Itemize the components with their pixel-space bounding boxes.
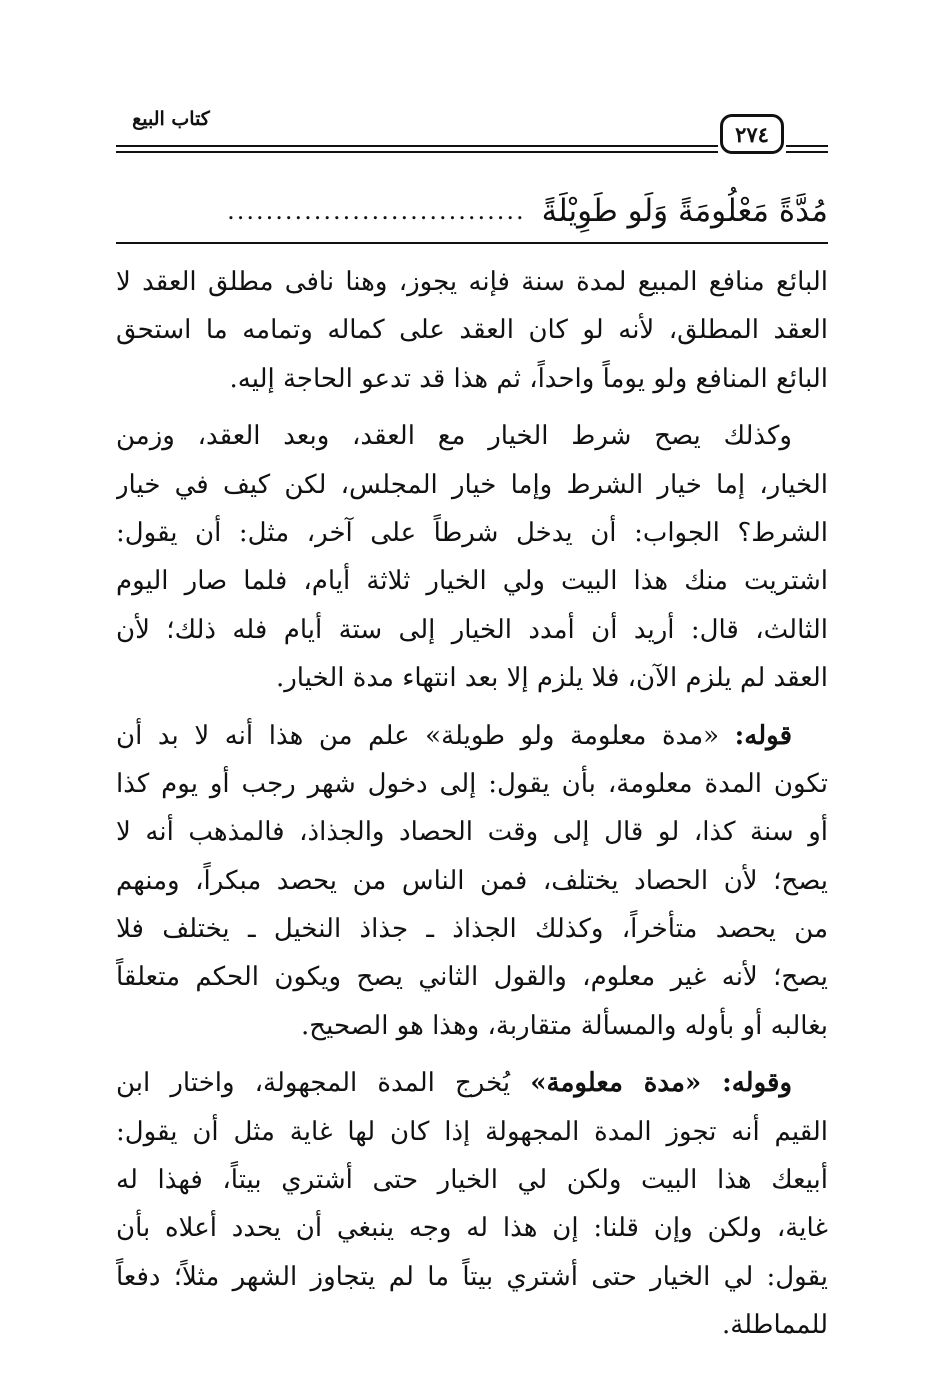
text-line: يقول: لي الخيار حتى أشتري بيتاً ما لم يتجاوز الشهر مثلاً؛ دفعاً <box>116 1261 828 1292</box>
text-line: قوله: «مدة معلومة ولو طويلة» علم من هذا أنه لا بد أن <box>116 720 792 751</box>
text-line: أو سنة كذا، لو قال إلى وقت الحصاد والجذاذ، فالمذهب أنه لا <box>116 817 828 848</box>
header-rule-bottom <box>116 151 718 153</box>
text-line: الثالث، قال: أريد أن أمدد الخيار إلى ستة أيام فله ذلك؛ لأن <box>116 614 828 645</box>
text-line: يصح؛ لأن الحصاد يختلف، فمن الناس من يحصد مبكراً، ومنهم <box>116 865 828 896</box>
header-rule-top <box>116 145 718 147</box>
text-line: للمماطلة. <box>721 1310 828 1341</box>
running-header-book-title: كتاب البيع <box>132 108 210 130</box>
text-line: العقد لم يلزم الآن، فلا يلزم إلا بعد انتهاء مدة الخيار. <box>275 663 828 694</box>
quote-lead: قوله: <box>734 720 792 751</box>
text-line: البائع منافع المبيع لمدة سنة فإنه يجوز، وهنا نافى مطلق العقد لا <box>116 267 828 297</box>
text-line: وقوله: «مدة معلومة» يُخرج المدة المجهولة، واختار ابن <box>116 1068 793 1099</box>
text-line: تكون المدة معلومة، بأن يقول: إلى دخول شهر رجب أو يوم كذا <box>116 768 828 799</box>
text-line: اشتريت منك هذا البيت ولي الخيار ثلاثة أيام، فلما صار اليوم <box>116 566 828 597</box>
text-line: أبيعك هذا البيت ولكن لي الخيار حتى أشتري بيتاً، فهذا له <box>116 1165 828 1196</box>
matn-text: مُدَّةً مَعْلُومَةً وَلَو طَوِيْلَةً <box>541 193 828 229</box>
text-line: غاية، ولكن وإن قلنا: إن هذا له وجه ينبغي أن يحدد أعلاه بأن <box>116 1213 828 1244</box>
paragraph-4 <box>116 1059 828 1349</box>
paragraph-2 <box>116 412 828 702</box>
text-line: الخيار، إما خيار الشرط وإما خيار المجلس، لكن كيف في خيار <box>116 469 828 500</box>
matn-separator-rule <box>116 242 828 244</box>
paragraph-3 <box>116 712 828 1051</box>
commentary-body <box>116 258 828 1359</box>
quote-lead: وقوله: «مدة معلومة» <box>530 1068 793 1099</box>
header-rule-right-bottom <box>786 151 828 153</box>
page-number: ٢٧٤ <box>735 121 769 147</box>
text-line: الشرط؟ الجواب: أن يدخل شرطاً على آخر، مثل: أن يقول: <box>116 517 828 548</box>
text-line: البائع المنافع ولو يوماً واحداً، ثم هذا قد تدعو الحاجة إليه. <box>229 363 828 394</box>
paragraph-1 <box>116 258 828 403</box>
page-number-box <box>720 114 784 154</box>
text-line: العقد المطلق، لأنه لو كان العقد على كماله وتمامه ما استحق <box>116 315 828 346</box>
text-line: يصح؛ لأنه غير معلوم، والقول الثاني يصح ويكون الحكم متعلقاً <box>116 962 828 993</box>
text-line: وكذلك يصح شرط الخيار مع العقد، وبعد العقد، وزمن <box>116 421 792 452</box>
header-rule-right-top <box>786 145 828 147</box>
matn-line <box>116 186 828 236</box>
text-line: من يحصد متأخراً، وكذلك الجذاذ ـ جذاذ النخيل ـ يختلف فلا <box>116 914 828 945</box>
text-line: بغالبه أو بأوله والمسألة متقاربة، وهذا هو الصحيح. <box>301 1010 828 1041</box>
matn-dots: ............................... <box>227 197 526 225</box>
text-line: القيم أنه تجوز المدة المجهولة إذا كان لها غاية مثل أن يقول: <box>116 1116 828 1147</box>
